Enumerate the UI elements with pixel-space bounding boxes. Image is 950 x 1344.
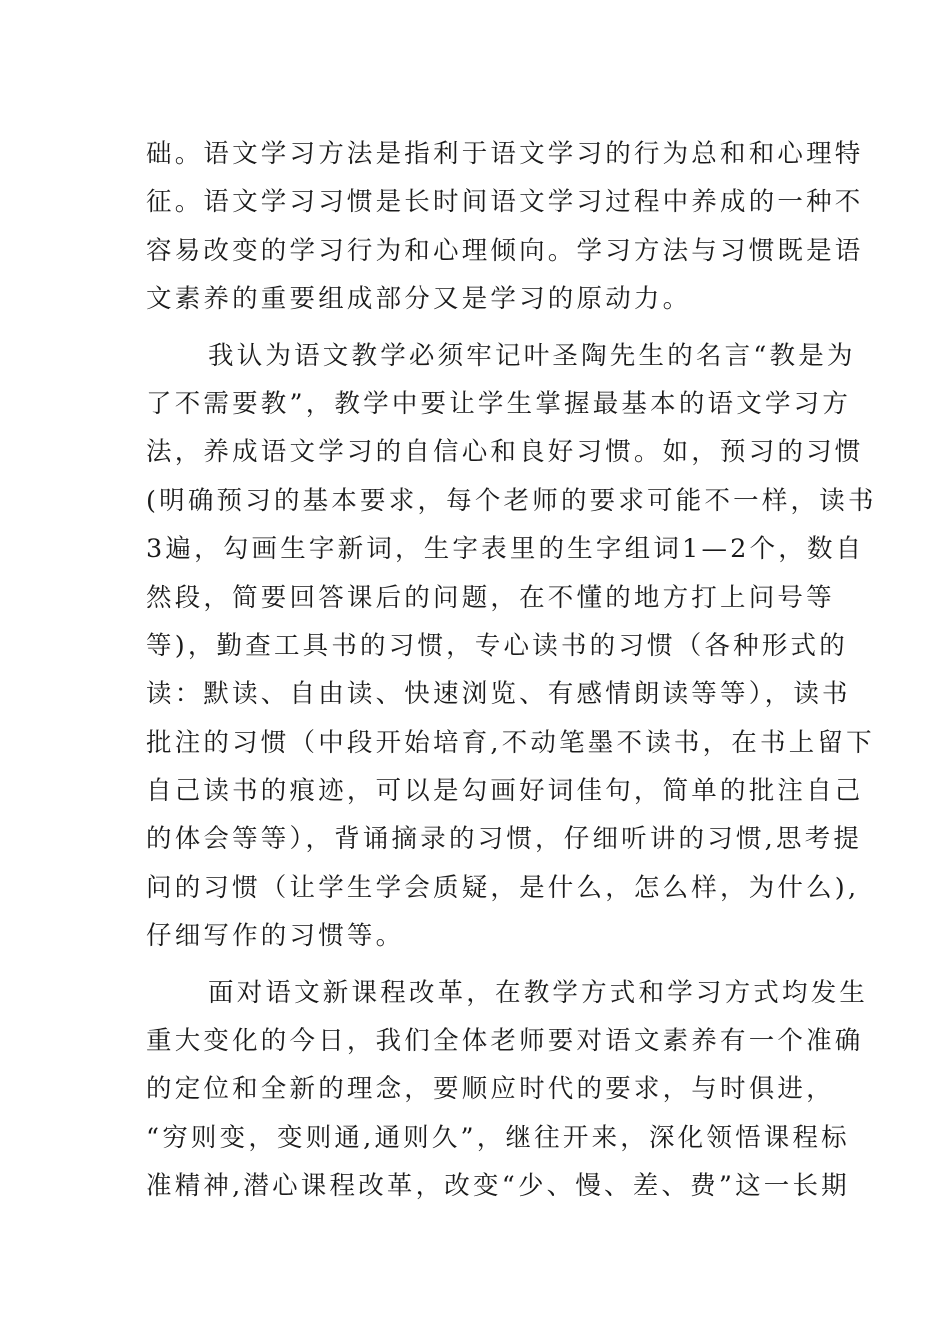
text-line: “穷则变，变则通,通则久”，继往开来，深化领悟课程标 xyxy=(146,1122,850,1153)
text-line: 容易改变的学习行为和心理倾向。学习方法与习惯既是语 xyxy=(146,235,864,266)
text-line: 然段，简要回答课后的问题，在不懂的地方打上问号等 xyxy=(146,582,835,613)
text-line: 文素养的重要组成部分又是学习的原动力。 xyxy=(146,284,692,315)
text-line: 重大变化的今日，我们全体老师要对语文素养有一个准确 xyxy=(146,1026,864,1057)
text-line: 仔细写作的习惯等。 xyxy=(146,921,405,952)
text-line: (明确预习的基本要求，每个老师的要求可能不一样，读书 xyxy=(146,485,877,516)
text-line: 等)，勤查工具书的习惯，专心读书的习惯（各种形式的 xyxy=(146,630,848,661)
text-line: 读：默读、自由读、快速浏览、有感情朗读等等），读书 xyxy=(146,679,851,710)
paragraph-first-line: 面对语文新课程改革，在教学方式和学习方式均发生 xyxy=(208,977,869,1008)
text-line: 自己读书的痕迹，可以是勾画好词佳句，简单的批注自己 xyxy=(146,776,864,807)
text-line: 准精神,潜心课程改革，改变“少、慢、差、费”这一长期 xyxy=(146,1171,850,1202)
text-line: 础。语文学习方法是指利于语文学习的行为总和和心理特 xyxy=(146,139,864,169)
document-body xyxy=(146,130,877,1211)
text-line: 法，养成语文学习的自信心和良好习惯。如，预习的习惯 xyxy=(146,437,864,468)
text-line: 批注的习惯（中段开始培育,不动笔墨不读书，在书上留下 xyxy=(146,727,875,758)
text-line: 问的习惯（让学生学会质疑，是什么，怎么样，为什么), xyxy=(146,872,860,903)
text-line: 了不需要教”，教学中要让学生掌握最基本的语文学习方 xyxy=(146,388,852,419)
text-line: 征。语文学习习惯是长时间语文学习过程中养成的一种不 xyxy=(146,187,864,218)
text-line: 的体会等等），背诵摘录的习惯，仔细听讲的习惯,思考提 xyxy=(146,824,863,855)
text-line: 3遍，勾画生字新词，生字表里的生字组词1—2个，数自 xyxy=(146,534,865,565)
text-line: 的定位和全新的理念，要顺应时代的要求，与时俱进， xyxy=(146,1074,835,1105)
paragraph-first-line: 我认为语文教学必须牢记叶圣陶先生的名言“教是为 xyxy=(208,340,856,371)
